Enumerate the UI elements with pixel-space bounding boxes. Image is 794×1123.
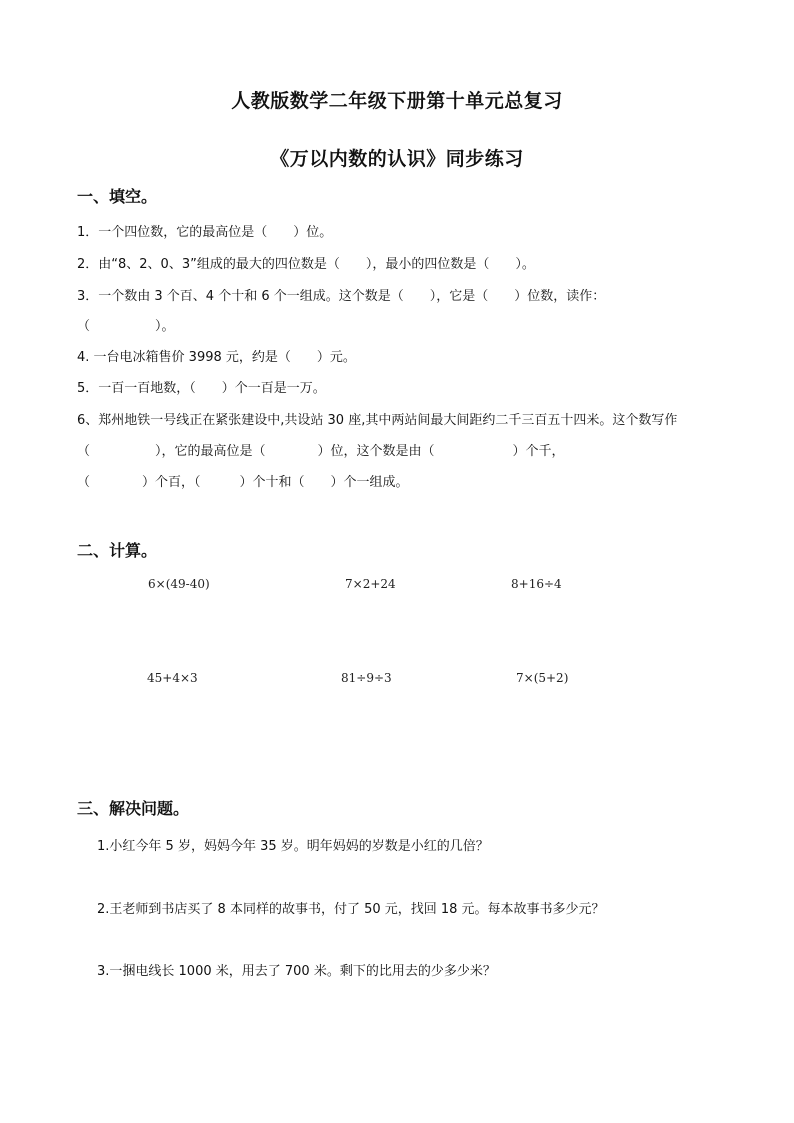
fill-question-6-cont-2: （ ）个百，（ ）个十和（ ）个一组成。	[77, 475, 409, 490]
word-problem-1: 1.小红今年 5 岁，妈妈今年 35 岁。明年妈妈的岁数是小红的几倍？	[97, 839, 489, 854]
fill-question-4: 4. 一台电冰箱售价 3998 元，约是（ ）元。	[77, 350, 356, 365]
main-title: 人教版数学二年级下册第十单元总复习	[231, 90, 563, 112]
calc-expression: 45+4×3	[147, 671, 198, 685]
section-fill-heading: 一、填空。	[77, 187, 158, 206]
fill-question-1: 1．一个四位数，它的最高位是（ ）位。	[77, 225, 333, 240]
word-problem-3: 3.一捆电线长 1000 米，用去了 700 米。剩下的比用去的少多少米？	[97, 964, 496, 979]
calc-expression: 7×(5+2)	[516, 671, 569, 685]
section-problems-heading: 三、解决问题。	[77, 799, 190, 818]
fill-question-2: 2．由“8、2、0、3”组成的最大的四位数是（ ），最小的四位数是（ ）。	[77, 257, 535, 272]
word-problem-2: 2.王老师到书店买了 8 本同样的故事书，付了 50 元，找回 18 元。每本故事书多少元？	[97, 902, 605, 917]
fill-question-3: 3．一个数由 3 个百、4 个十和 6 个一组成。这个数是（ ），它是（ ）位数，读作：	[77, 289, 606, 304]
fill-question-6: 6、郑州地铁一号线正在紧张建设中,共设站 30 座,其中两站间最大间距约二千三百五十四米。这个数写作	[77, 413, 678, 428]
calc-expression: 8+16÷4	[511, 577, 562, 591]
calc-expression: 7×2+24	[345, 577, 396, 591]
fill-question-3-cont: （ ）。	[77, 319, 175, 334]
calc-expression: 6×(49-40)	[148, 577, 210, 591]
sub-title: 《万以内数的认识》同步练习	[270, 148, 524, 170]
section-calc-heading: 二、计算。	[77, 541, 158, 560]
fill-question-5: 5．一百一百地数，（ ）个一百是一万。	[77, 381, 326, 396]
fill-question-6-cont-1: （ ），它的最高位是（ ）位，这个数是由（ ）个千，	[77, 444, 565, 459]
calc-expression: 81÷9÷3	[341, 671, 392, 685]
